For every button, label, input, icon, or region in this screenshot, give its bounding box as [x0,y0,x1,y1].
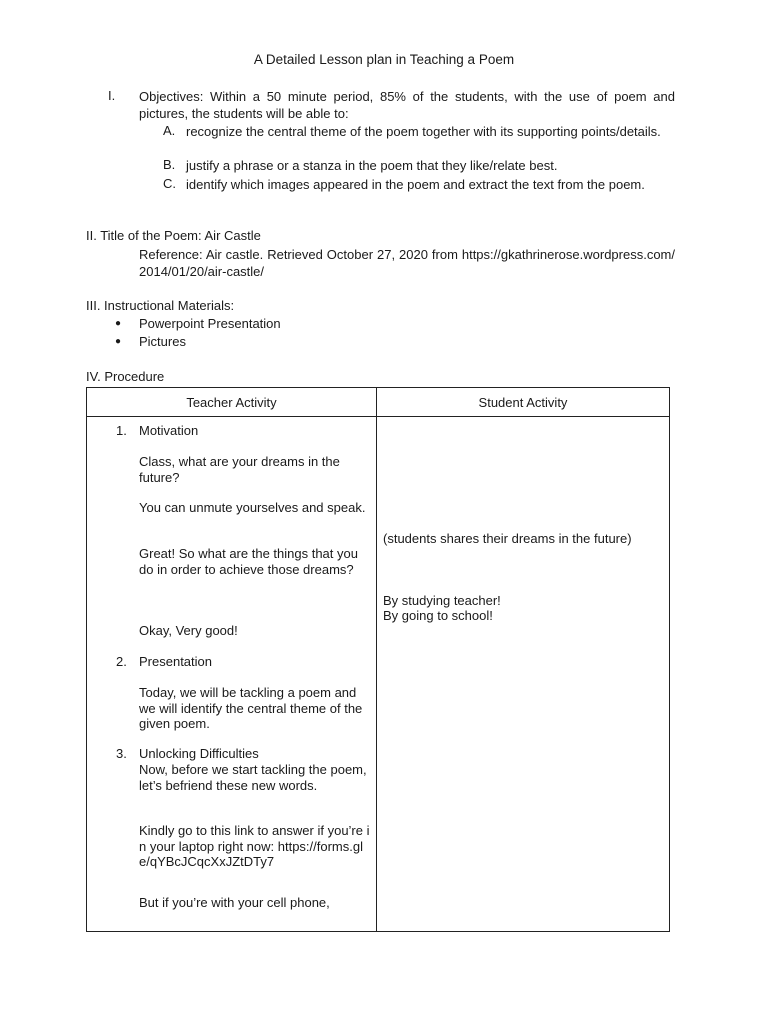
student-line: By going to school! [383,608,493,623]
objective-c-marker: C. [163,176,176,191]
student-activity-cell [377,417,670,932]
step-presentation: Presentation [139,654,212,669]
procedure-table [86,387,670,932]
material-item: Pictures [139,334,186,349]
teacher-line: Class, what are your dreams in the future? [139,454,340,485]
column-header-teacher: Teacher Activity [87,388,377,417]
step-motivation: Motivation [139,423,199,438]
teacher-activity-cell [87,417,377,932]
poem-title-heading: II. Title of the Poem: Air Castle [86,228,261,243]
teacher-line: Okay, Very good! [139,623,238,638]
step-marker: 1. [116,423,127,438]
objectives-text: Objectives: Within a 50 minute period, 85% of the students, with the use of poem and pictures, the students will be able to: [139,89,675,121]
teacher-line: You can unmute yourselves and speak. [139,500,366,515]
objectives-numeral: I. [108,88,116,103]
step-marker: 3. [116,746,127,761]
objective-b-marker: B. [163,157,176,172]
step-unlocking-difficulties: Unlocking Difficulties [139,746,259,761]
objective-c-text: identify which images appeared in the poem and extract the text from the poem. [186,177,645,192]
objective-a-text: recognize the central theme of the poem together with its supporting points/details. [186,124,661,139]
page-title: A Detailed Lesson plan in Teaching a Poem [253,52,515,67]
teacher-line: Now, before we start tackling the poem, let’s befriend these new words. [139,762,367,793]
student-line: (students shares their dreams in the future) [383,531,632,546]
step-marker: 2. [116,654,127,669]
objective-a-marker: A. [163,123,176,138]
teacher-line: Kindly go to this link to answer if you’re in your laptop right now: https://forms.gle/qYBcJCqcXxJZtDTy7 [139,823,370,869]
objective-b-text: justify a phrase or a stanza in the poem that they like/relate best. [186,158,558,173]
materials-heading: III. Instructional Materials: [86,298,235,313]
student-line: By studying teacher! [383,593,501,608]
bullet-icon: ● [115,336,122,347]
procedure-heading: IV. Procedure [86,369,165,384]
material-item: Powerpoint Presentation [139,316,281,331]
teacher-line: Great! So what are the things that you do in order to achieve those dreams? [139,546,358,577]
column-header-student: Student Activity [377,388,670,417]
teacher-line: Today, we will be tackling a poem and we will identify the central theme of the given poem. [139,685,363,731]
teacher-line: But if you’re with your cell phone, [139,895,330,910]
poem-reference: Reference: Air castle. Retrieved October 27, 2020 from https://gkathrinerose.wordpress.com/2014/01/20/air-castle/ [139,247,675,279]
bullet-icon: ● [115,318,122,329]
